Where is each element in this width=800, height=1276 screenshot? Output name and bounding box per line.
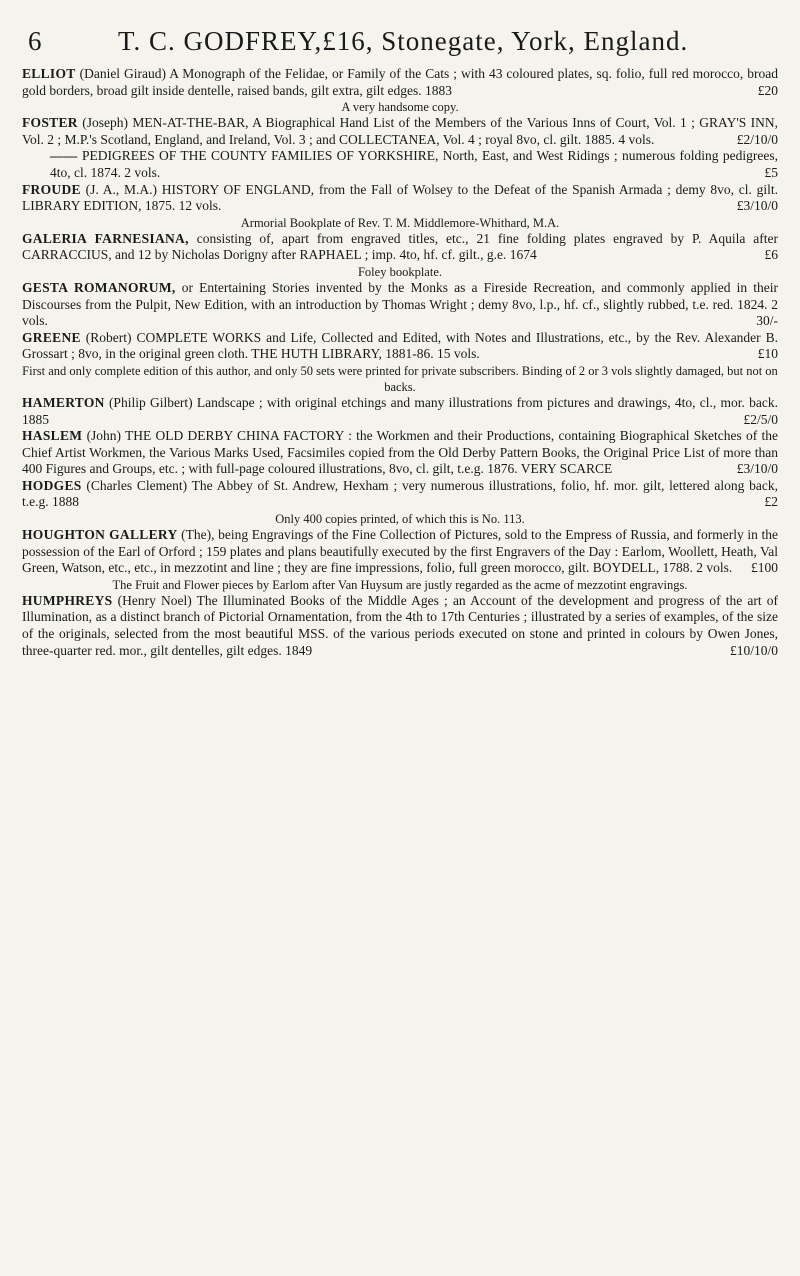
catalogue-entry: [22, 182, 778, 215]
entry-note: Armorial Bookplate of Rev. T. M. Middlemore-Whithard, M.A.: [240, 215, 560, 230]
entry-price: £6: [764, 247, 778, 263]
page-title: T. C. GODFREY,£16, Stonegate, York, England.: [118, 26, 689, 56]
entry-description: (Charles Clement) The Abbey of St. Andrew, Hexham ; very numerous illustrations, folio, hf. mor. gilt, lettered along back, t.e.g. 1888: [22, 477, 779, 510]
entry-description: or Entertaining Stories invented by the Monks as a Fireside Recreation, and commonly applied in their Discourses from the Pulpit, New Edition, with an introduction by Thomas Wright ; demy 8vo, l.p., hf. cf., slightly rubbed, t.e. red. 1824. 2 vols.: [22, 279, 779, 329]
entry-note: Only 400 copies printed, of which this is No. 113.: [275, 512, 525, 527]
entry-price: £10: [757, 346, 778, 362]
entry-author: HAMERTON: [22, 394, 105, 410]
entry-price: 30/-: [756, 313, 778, 329]
entry-description: (J. A., M.A.) HISTORY OF ENGLAND, from the Fall of Wolsey to the Defeat of the Spanish Armada ; demy 8vo, cl. gilt. LIBRARY EDITION, 1875. 12 vols.: [22, 181, 778, 214]
catalogue-entry: [22, 231, 778, 264]
entry-price: £10/10/0: [729, 642, 778, 658]
entry-author: ——: [50, 148, 78, 164]
entry-author: HODGES: [22, 477, 82, 493]
entry-price: £2: [764, 494, 778, 510]
catalogue-entry: [22, 593, 778, 659]
entry-price: £100: [751, 560, 778, 576]
page-number: 6: [28, 26, 43, 56]
entry-description: (Robert) COMPLETE WORKS and Life, Collected and Edited, with Notes and Illustrations, etc., by the Rev. Alexander B. Grossart ; 8vo, in the original green cloth. THE HUTH LIBRARY, 1881-86. 15 vols.: [22, 329, 778, 362]
catalogue-entry: [22, 115, 778, 148]
entry-price: £3/10/0: [736, 461, 778, 477]
catalogue-entry: [22, 66, 778, 99]
entry-note: A very handsome copy.: [341, 100, 459, 115]
entry-note: Foley bookplate.: [357, 264, 442, 279]
entry-description: (Joseph) MEN-AT-THE-BAR, A Biographical Hand List of the Members of the Various Inns of Court, Vol. 1 ; GRAY'S INN, Vol. 2 ; M.P.'s Scotland, England, and Ireland, Vol. 3 ; and COLLECTANEA, Vol. 4 ; royal 8vo, cl. gilt. 1885. 4 vols.: [22, 115, 779, 147]
entry-description: (Philip Gilbert) Landscape ; with original etchings and many illustrations from pictures and drawings, 4to, cl., mor. back. 1885: [22, 394, 778, 427]
entry-author: HUMPHREYS: [22, 592, 113, 608]
entry-price: £20: [757, 82, 778, 98]
catalogue-entry: [22, 148, 778, 181]
entry-price: £2/5/0: [743, 411, 778, 427]
entry-description: consisting of, apart from engraved titles, etc., 21 fine folding plates engraved by P. Aquila after CARRACCIUS, and 12 by Nicholas Dorigny after RAPHAEL ; imp. 4to, hf. cf. gilt., g.e. 1674: [22, 230, 778, 263]
entry-author: HOUGHTON GALLERY: [22, 527, 178, 543]
entry-description: PEDIGREES OF THE COUNTY FAMILIES OF YORKSHIRE, North, East, and West Ridings ; numerous folding pedigrees, 4to, cl. 1874. 2 vols.: [50, 148, 778, 180]
catalogue-entry: [22, 478, 778, 511]
entry-description: (The), being Engravings of the Fine Collection of Pictures, sold to the Empress of Russia, and formerly in the possession of the Earl of Orford ; 159 plates and plans beautifully executed by the first Engravers of the Day : Earlom, Woollett, Heath, Val Green, Watson, etc., etc., in mezzotint and line ; they are fine impressions, folio, full green morocco, gilt. BOYDELL, 1788. 2 vols.: [22, 527, 779, 576]
catalogue-entries: [22, 66, 778, 659]
entry-note: First and only complete edition of this author, and only 50 sets were printed for private subscribers. Binding of 2 or 3 vols slightly damaged, but not on backs.: [22, 363, 778, 394]
entry-price: £5: [764, 164, 778, 180]
catalogue-entry: [22, 527, 778, 577]
entry-author: FROUDE: [22, 181, 81, 197]
entry-author: FOSTER: [22, 115, 78, 131]
catalogue-entry: [22, 330, 778, 363]
entry-description: (John) THE OLD DERBY CHINA FACTORY : the Workmen and their Productions, containing Biographical Sketches of the Chief Artist Workmen, the Various Marks Used, Facsimiles copied from the Old Derby Pattern Books, the Original Price List of more than 400 Figures and Groups, etc. ; with full-page coloured illustrations, 8vo, cl. gilt, t.e.g. 1876. VERY SCARCE: [22, 428, 778, 477]
entry-author: HASLEM: [22, 428, 83, 444]
entry-author: GESTA ROMANORUM,: [22, 279, 176, 295]
entry-author: GALERIA FARNESIANA,: [22, 230, 189, 246]
catalogue-entry: [22, 428, 778, 478]
entry-description: (Henry Noel) The Illuminated Books of the Middle Ages ; an Account of the development and progress of the art of Illumination, as a distinct branch of Pictorial Ornamentation, from the 4th to 17th Centuries ; illustrated by a series of examples, of the size of the originals, selected from the most beautiful MSS. of the various periods executed on stone and printed in colours by Owen Jones, three-quarter red. mor., gilt dentelles, gilt edges. 1849: [22, 592, 778, 658]
entry-price: £3/10/0: [736, 198, 778, 214]
entry-price: £2/10/0: [736, 131, 778, 147]
catalogue-entry: [22, 395, 778, 428]
catalogue-entry: [22, 280, 778, 330]
entry-author: ELLIOT: [22, 66, 76, 81]
page-header: [22, 26, 778, 66]
entry-note: The Fruit and Flower pieces by Earlom after Van Huysum are justly regarded as the acme of mezzotint engravings.: [112, 577, 688, 592]
entry-description: (Daniel Giraud) A Monograph of the Felidae, or Family of the Cats ; with 43 coloured plates, sq. folio, full red morocco, broad gold borders, broad gilt inside dentelle, raised bands, gilt extra, gilt edges. 1883: [22, 66, 779, 98]
entry-author: GREENE: [22, 329, 81, 345]
